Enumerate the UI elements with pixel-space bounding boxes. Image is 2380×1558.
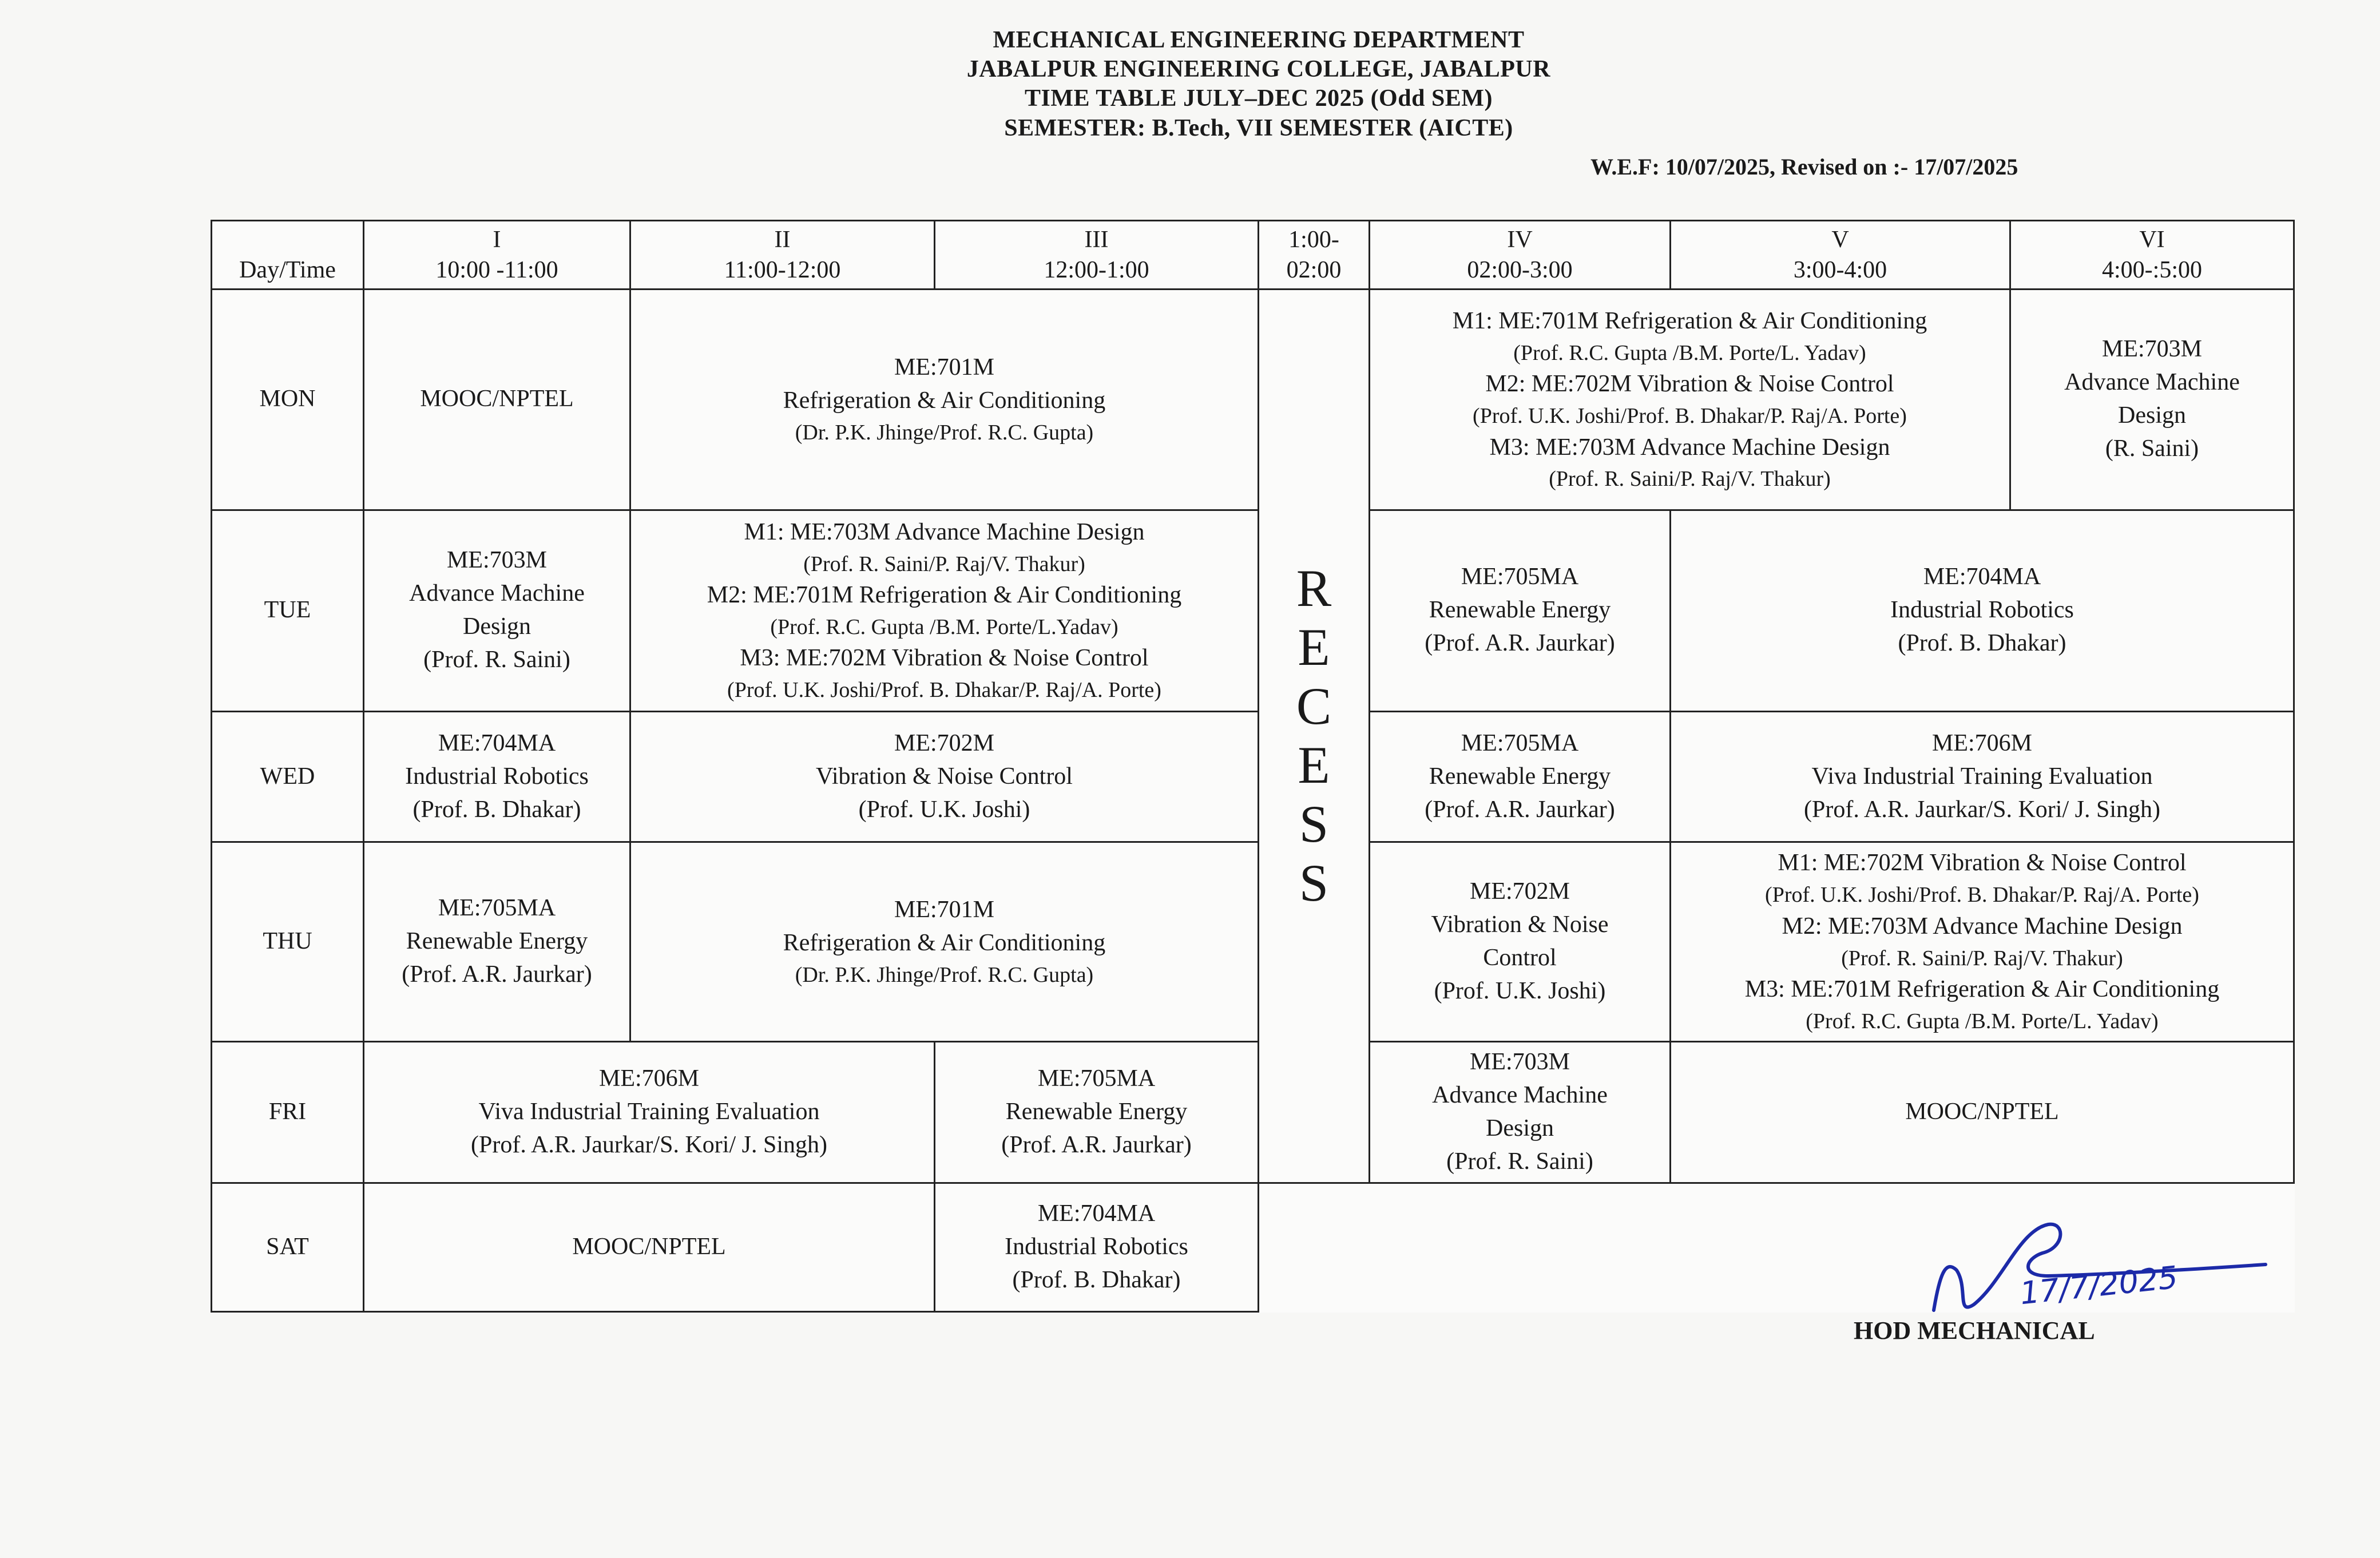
recess-letter: S xyxy=(1299,854,1329,913)
department-title: MECHANICAL ENGINEERING DEPARTMENT xyxy=(993,27,1525,53)
wed-period-1: ME:704MA Industrial Robotics (Prof. B. Dhakar) xyxy=(364,711,630,842)
thu-row xyxy=(212,842,2294,1041)
hod-label: HOD MECHANICAL xyxy=(1854,1317,2095,1345)
fri-period-5-6: MOOC/NPTEL xyxy=(1671,1041,2294,1183)
mon-period-6: ME:703M Advance Machine Design (R. Saini) xyxy=(2010,290,2294,510)
day-label: SAT xyxy=(212,1183,364,1311)
sat-period-1-2: MOOC/NPTEL xyxy=(364,1183,935,1311)
wef-date: W.E.F: 10/07/2025, Revised on :- 17/07/2025 xyxy=(1590,154,2018,180)
semester-title: SEMESTER: B.Tech, VII SEMESTER (AICTE) xyxy=(1004,114,1513,141)
fri-period-3: ME:705MA Renewable Energy (Prof. A.R. Jaurkar) xyxy=(935,1041,1259,1183)
recess-time-header: 1:00- 02:00 xyxy=(1259,221,1370,290)
mon-period-2-3: ME:701M Refrigeration & Air Conditioning (Dr. P.K. Jhinge/Prof. R.C. Gupta) xyxy=(630,290,1259,510)
wed-row xyxy=(212,711,2294,842)
recess-letter: C xyxy=(1296,677,1332,736)
recess-letter: E xyxy=(1298,618,1330,677)
fri-period-1-2: ME:706M Viva Industrial Training Evaluation (Prof. A.R. Jaurkar/S. Kori/ J. Singh) xyxy=(364,1041,935,1183)
timetable-title: TIME TABLE JULY–DEC 2025 (Odd SEM) xyxy=(1025,85,1493,112)
timetable xyxy=(211,220,2295,1313)
thu-period-2-3: ME:701M Refrigeration & Air Conditioning (Dr. P.K. Jhinge/Prof. R.C. Gupta) xyxy=(630,842,1259,1041)
period-2-header: II 11:00-12:00 xyxy=(630,221,935,290)
daytime-header: Day/Time xyxy=(212,221,364,290)
period-4-header: IV 02:00-3:00 xyxy=(1370,221,1671,290)
thu-period-1: ME:705MA Renewable Energy (Prof. A.R. Jaurkar) xyxy=(364,842,630,1041)
recess-letter: E xyxy=(1298,736,1330,795)
mon-period-4-5: M1: ME:701M Refrigeration & Air Conditioning (Prof. R.C. Gupta /B.M. Porte/L. Yadav) M2: ME:702M Vibration & Noise Control (Prof. U.K. Joshi/Prof. B. Dhakar/P. Raj/A. Porte) M3: ME:703M Advance Machine Design (Prof. R. Saini/P. Raj/V. Thakur) xyxy=(1370,290,2010,510)
day-label: TUE xyxy=(212,510,364,711)
header-row xyxy=(212,221,2294,290)
tue-period-2-3: M1: ME:703M Advance Machine Design (Prof. R. Saini/P. Raj/V. Thakur) M2: ME:701M Refrigeration & Air Conditioning (Prof. R.C. Gupta /B.M. Porte/L.Yadav) M3: ME:702M Vibration & Noise Control (Prof. U.K. Joshi/Prof. B. Dhakar/P. Raj/A. Porte) xyxy=(630,510,1259,711)
day-label: WED xyxy=(212,711,364,842)
recess-column xyxy=(1259,290,1370,1183)
thu-period-5-6: M1: ME:702M Vibration & Noise Control (Prof. U.K. Joshi/Prof. B. Dhakar/P. Raj/A. Porte) M2: ME:703M Advance Machine Design (Prof. R. Saini/P. Raj/V. Thakur) M3: ME:701M Refrigeration & Air Conditioning (Prof. R.C. Gupta /B.M. Porte/L. Yadav) xyxy=(1671,842,2294,1041)
tue-period-5-6: ME:704MA Industrial Robotics (Prof. B. Dhakar) xyxy=(1671,510,2294,711)
period-6-header: VI 4:00-:5:00 xyxy=(2010,221,2294,290)
period-3-header: III 12:00-1:00 xyxy=(935,221,1259,290)
period-5-header: V 3:00-4:00 xyxy=(1671,221,2010,290)
college-title: JABALPUR ENGINEERING COLLEGE, JABALPUR xyxy=(966,56,1551,83)
wed-period-4: ME:705MA Renewable Energy (Prof. A.R. Jaurkar) xyxy=(1370,711,1671,842)
mon-period-1: MOOC/NPTEL xyxy=(364,290,630,510)
tue-row xyxy=(212,510,2294,711)
day-label: MON xyxy=(212,290,364,510)
document-header xyxy=(858,26,1659,143)
period-1-header: I 10:00 -11:00 xyxy=(364,221,630,290)
thu-period-4: ME:702M Vibration & Noise Control (Prof. U.K. Joshi) xyxy=(1370,842,1671,1041)
fri-period-4: ME:703M Advance Machine Design (Prof. R. Saini) xyxy=(1370,1041,1671,1183)
hod-signature xyxy=(1922,1207,2288,1322)
tue-period-4: ME:705MA Renewable Energy (Prof. A.R. Jaurkar) xyxy=(1370,510,1671,711)
wed-period-5-6: ME:706M Viva Industrial Training Evaluation (Prof. A.R. Jaurkar/S. Kori/ J. Singh) xyxy=(1671,711,2294,842)
signature-date: 17/7/2025 xyxy=(2018,1259,2180,1312)
day-label: FRI xyxy=(212,1041,364,1183)
sat-period-3: ME:704MA Industrial Robotics (Prof. B. Dhakar) xyxy=(935,1183,1259,1311)
day-label: THU xyxy=(212,842,364,1041)
recess-letter: R xyxy=(1296,559,1332,618)
tue-period-1: ME:703M Advance Machine Design (Prof. R. Saini) xyxy=(364,510,630,711)
recess-letter: S xyxy=(1299,795,1329,854)
fri-row xyxy=(212,1041,2294,1183)
mon-row xyxy=(212,290,2294,510)
wed-period-2-3: ME:702M Vibration & Noise Control (Prof. U.K. Joshi) xyxy=(630,711,1259,842)
